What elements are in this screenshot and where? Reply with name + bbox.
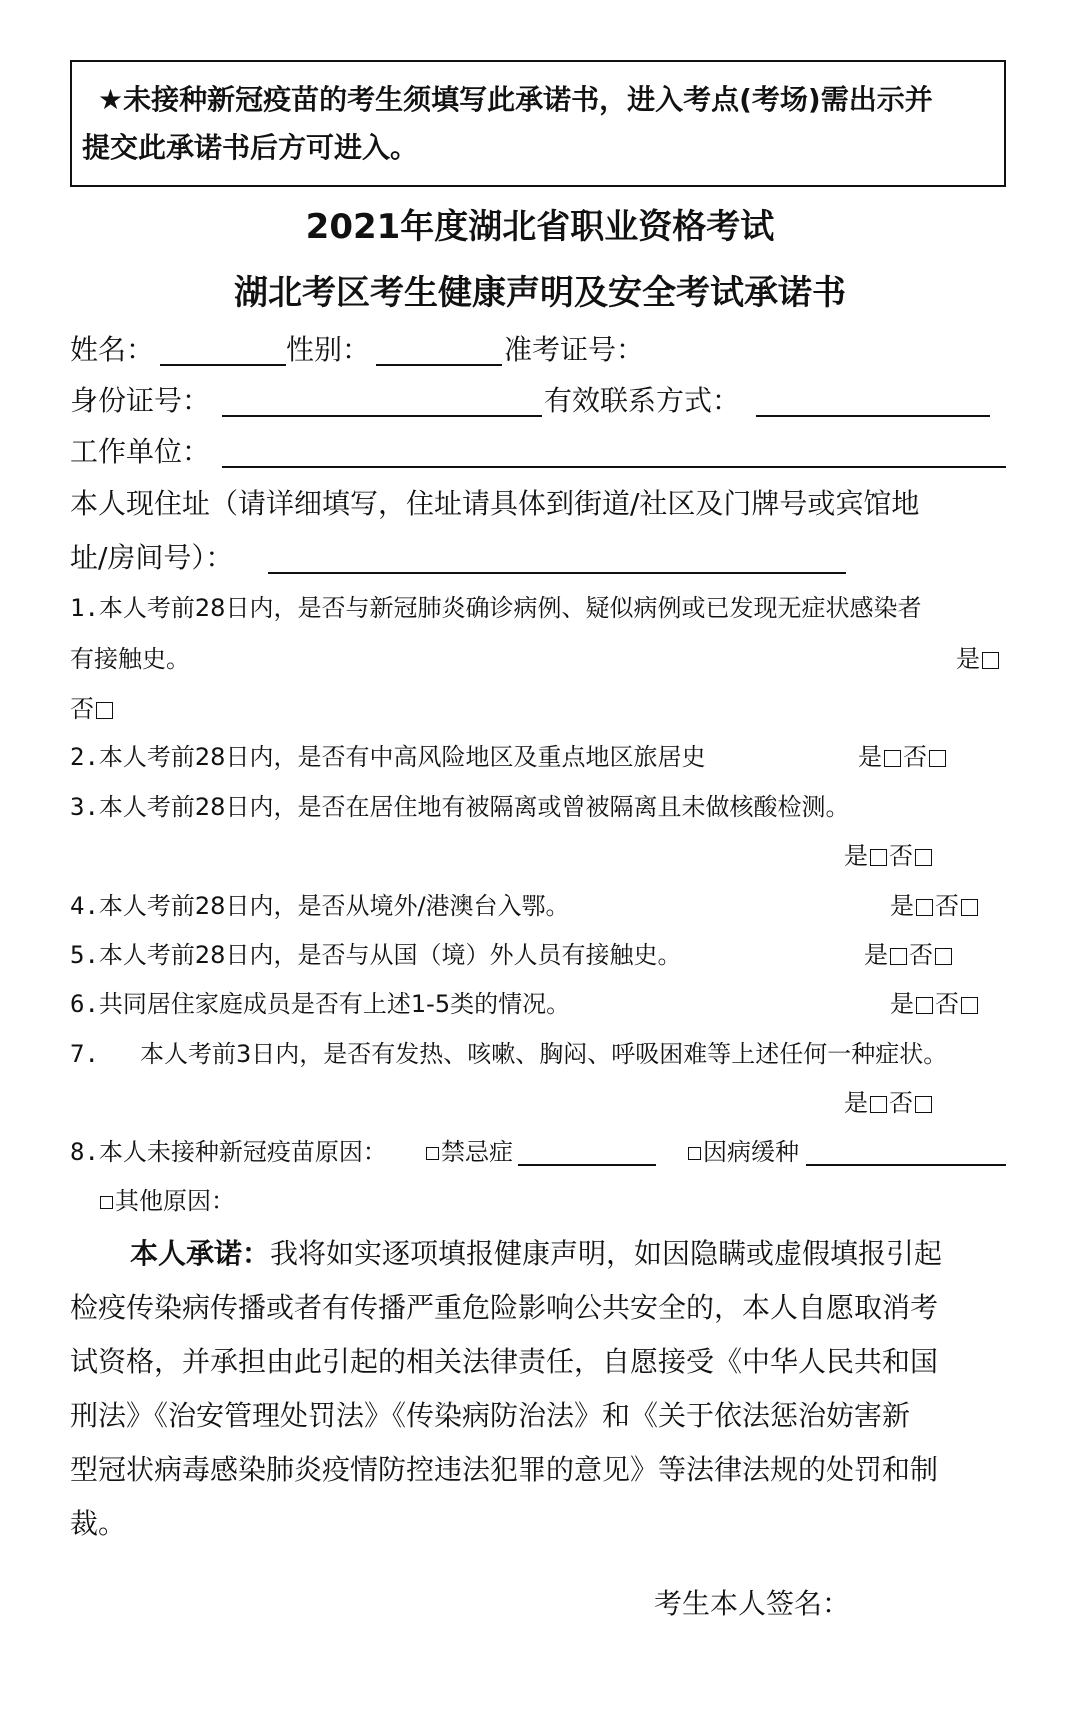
yes-label: 是 [844,1089,868,1117]
question-7 [70,1038,947,1070]
address-label-line-1: 本人现住址（请详细填写，住址请具体到街道/社区及门牌号或宾馆地 [70,487,920,520]
no-label: 否 [935,892,959,920]
question-4-yes-no[interactable] [890,890,980,922]
question-3-text: 本人考前28日内，是否在居住地有被隔离或曾被隔离且未做核酸检测。 [98,793,850,821]
question-1-no-option[interactable] [70,693,115,725]
no-label: 否 [70,695,94,723]
pledge-text-1: 我将如实逐项填报健康声明，如因隐瞒或虚假填报引起 [270,1237,943,1270]
no-label: 否 [889,842,913,870]
question-4-text: 本人考前28日内，是否从境外/港澳台入鄂。 [98,892,570,920]
yes-label: 是 [890,990,914,1018]
question-8-option-contraindication[interactable] [424,1136,513,1168]
checkbox-icon[interactable] [884,750,901,767]
address-input-line[interactable] [268,572,846,574]
question-8-number: 8. [70,1138,99,1166]
pledge-line-4: 刑法》《治安管理处罚法》《传染病防治法》和《关于依法惩治妨害新 [70,1399,911,1432]
question-1 [70,592,921,624]
question-2-yes-no[interactable] [858,741,948,773]
question-2-text: 本人考前28日内，是否有中高风险地区及重点地区旅居史 [98,743,706,771]
question-5-number: 5. [70,941,99,969]
title-line-2: 湖北考区考生健康声明及安全考试承诺书 [234,273,846,313]
question-7-yes-no[interactable] [844,1087,934,1119]
question-4 [70,890,570,922]
question-1-text-line-2: 有接触史。 [70,645,190,673]
question-1-yes-option[interactable] [956,643,1001,675]
employer-input-line[interactable] [222,466,1006,468]
no-label: 否 [903,743,927,771]
notice-line-1: ★未接种新冠疫苗的考生须填写此承诺书，进入考点(考场)需出示并 [98,83,933,116]
employer-label: 工作单位： [70,435,211,468]
id-number-label: 身份证号： [70,384,211,417]
question-5 [70,939,681,971]
no-label: 否 [909,941,933,969]
pledge-line-2: 检疫传染病传播或者有传播严重危险影响公共安全的，本人自愿取消考 [70,1291,939,1324]
checkbox-icon[interactable] [929,750,946,767]
question-3 [70,791,849,823]
question-5-text: 本人考前28日内，是否与从国（境）外人员有接触史。 [98,941,682,969]
name-label: 姓名： [70,333,155,366]
gender-label: 性别： [286,333,371,366]
question-8-option-other[interactable] [98,1185,235,1217]
contact-label: 有效联系方式： [544,384,741,417]
checkbox-icon[interactable] [890,948,907,965]
question-2-number: 2. [70,743,99,771]
notice-box [70,60,1006,187]
pledge-line-5: 型冠状病毒感染肺炎疫情防控违法犯罪的意见》等法律法规的处罚和制 [70,1453,939,1486]
checkbox-icon[interactable] [870,849,887,866]
question-2 [70,741,705,773]
gender-input-line[interactable] [376,364,502,366]
question-6-text: 共同居住家庭成员是否有上述1-5类的情况。 [98,990,571,1018]
question-3-number: 3. [70,793,99,821]
question-1-text-line-1: 本人考前28日内，是否与新冠肺炎确诊病例、疑似病例或已发现无症状感染者 [98,594,922,622]
no-label: 否 [889,1089,913,1117]
address-label-line-2: 址/房间号）： [70,541,234,574]
question-6-number: 6. [70,990,99,1018]
yes-label: 是 [890,892,914,920]
question-3-yes-no[interactable] [844,840,934,872]
option-other-label: 其他原因： [115,1187,235,1215]
question-4-number: 4. [70,892,99,920]
signature-label: 考生本人签名： [654,1587,851,1620]
pledge-label: 本人承诺： [130,1237,271,1270]
option-illness-label: 因病缓种 [703,1138,799,1166]
checkbox-icon[interactable] [916,997,933,1014]
checkbox-icon[interactable] [935,948,952,965]
question-8-text: 本人未接种新冠疫苗原因： [98,1138,387,1166]
question-6 [70,988,570,1020]
checkbox-icon[interactable] [100,1196,113,1209]
checkbox-icon[interactable] [426,1147,439,1160]
contraindication-input-line[interactable] [518,1164,656,1166]
question-5-yes-no[interactable] [864,939,954,971]
name-input-line[interactable] [160,364,286,366]
question-8-option-illness[interactable] [686,1136,799,1168]
option-contraindication-label: 禁忌症 [441,1138,513,1166]
yes-label: 是 [844,842,868,870]
checkbox-icon[interactable] [961,997,978,1014]
title-line-1: 2021年度湖北省职业资格考试 [305,207,775,247]
checkbox-icon[interactable] [982,652,999,669]
checkbox-icon[interactable] [915,1096,932,1113]
ticket-label: 准考证号： [504,333,645,366]
pledge-line-1 [130,1227,942,1281]
yes-label: 是 [858,743,882,771]
illness-input-line[interactable] [806,1164,1006,1166]
yes-label: 是 [864,941,888,969]
checkbox-icon[interactable] [916,899,933,916]
question-6-yes-no[interactable] [890,988,980,1020]
id-number-input-line[interactable] [222,415,542,417]
notice-line-2: 提交此承诺书后方可进入。 [82,131,419,164]
no-label: 否 [935,990,959,1018]
pledge-line-3: 试资格，并承担由此引起的相关法律责任，自愿接受《中华人民共和国 [70,1345,939,1378]
checkbox-icon[interactable] [870,1096,887,1113]
pledge-line-6: 裁。 [70,1507,127,1540]
contact-input-line[interactable] [756,415,990,417]
checkbox-icon[interactable] [961,899,978,916]
question-8 [70,1136,387,1168]
checkbox-icon[interactable] [915,849,932,866]
question-7-number: 7. [70,1040,99,1068]
checkbox-icon[interactable] [96,702,113,719]
question-1-number: 1. [70,594,99,622]
checkbox-icon[interactable] [688,1147,701,1160]
yes-label: 是 [956,645,980,673]
question-7-text: 本人考前3日内，是否有发热、咳嗽、胸闷、呼吸困难等上述任何一种症状。 [140,1040,948,1068]
